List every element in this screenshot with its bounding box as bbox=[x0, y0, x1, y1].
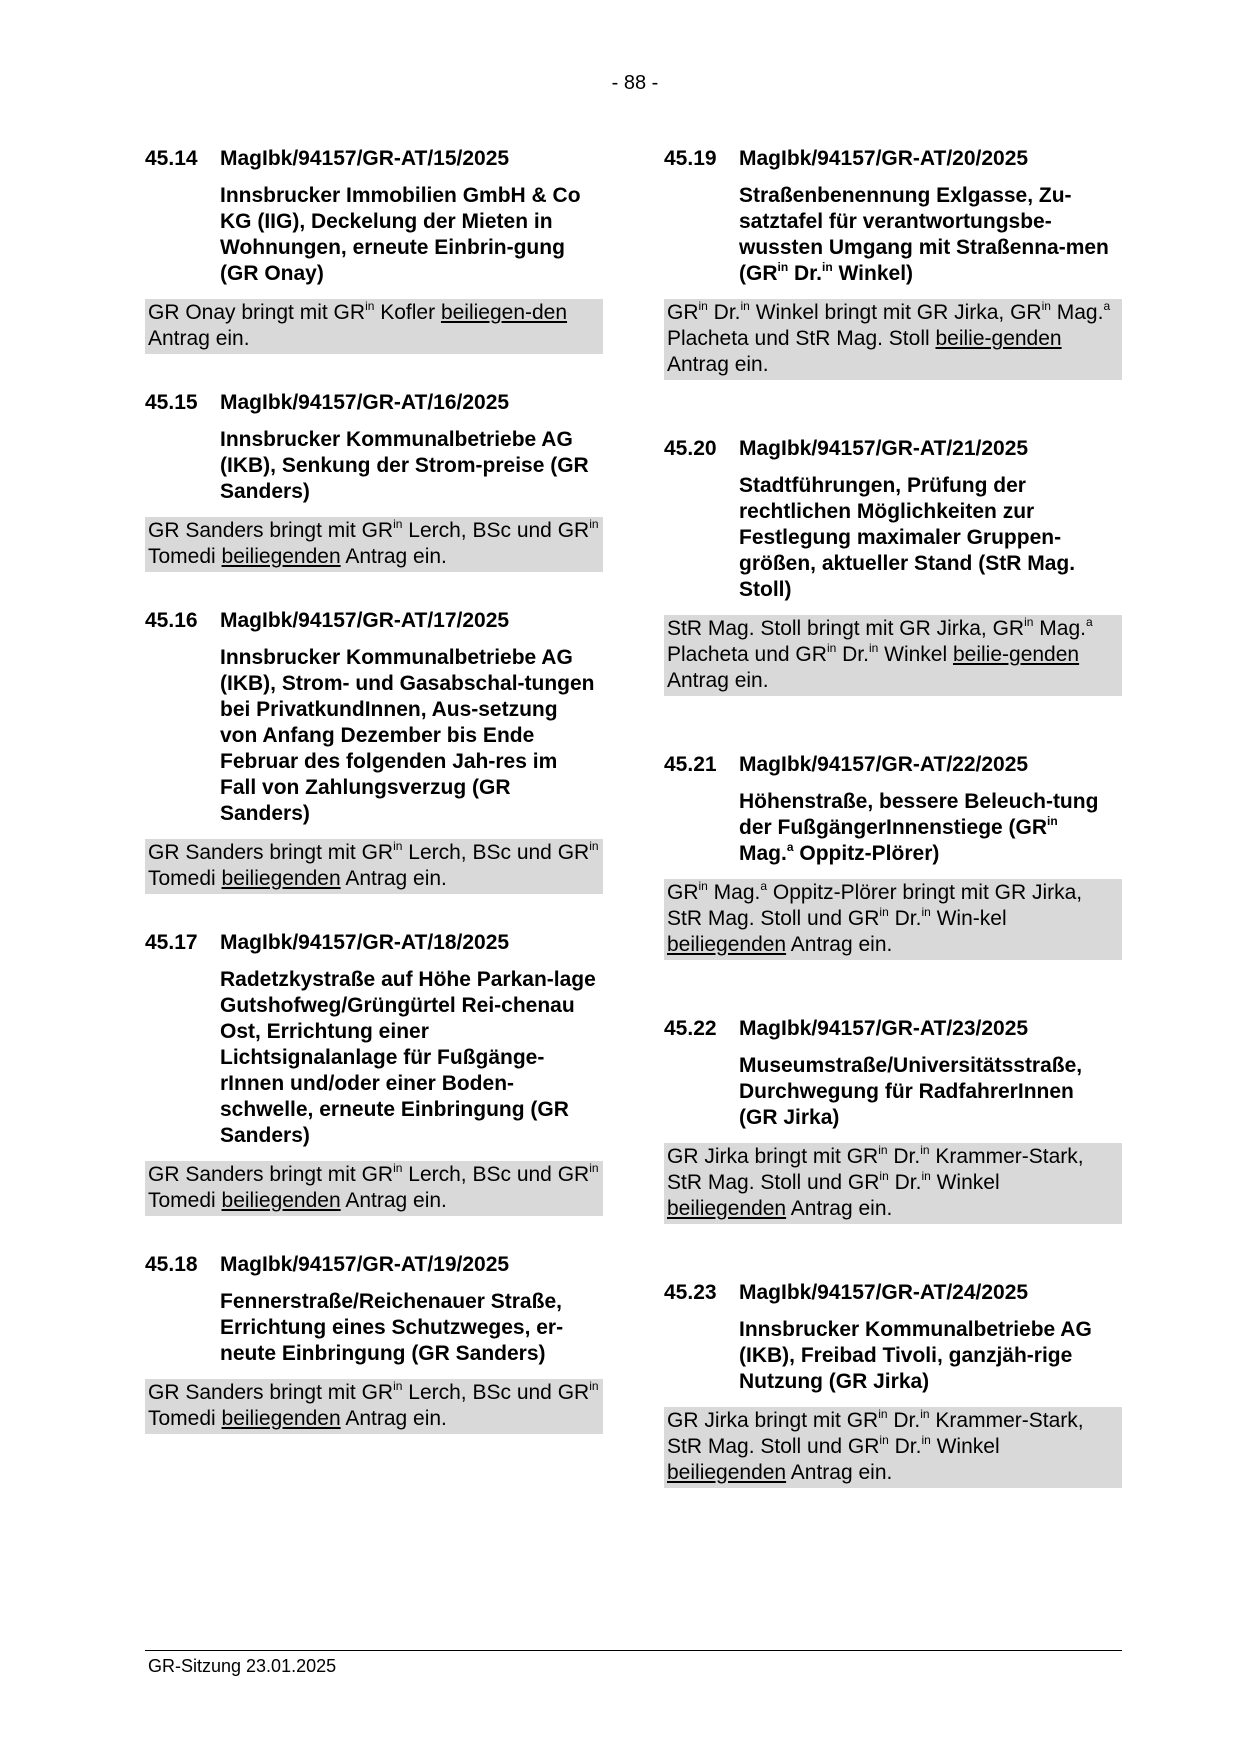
item-number: 45.22 bbox=[664, 1017, 717, 1040]
item-heading bbox=[664, 1016, 1122, 1042]
item-heading bbox=[664, 146, 1122, 172]
item-number: 45.21 bbox=[664, 753, 717, 776]
item-title: Fennerstraße/Reichenauer Straße, Errichtung eines Schutzweges, er-neute Einbringung (GR Sanders) bbox=[220, 1290, 564, 1365]
item-code: MagIbk/94157/GR-AT/22/2025 bbox=[739, 753, 1029, 776]
agenda-item bbox=[145, 390, 603, 572]
item-description: GR Jirka bringt mit $GR^{in}$ Dr.$^{in}$ Krammer-Stark, StR Mag. Stoll und $GR^{in}$ Dr.$^{in}$ Winkel beiliegenden Antrag ein. bbox=[664, 1143, 1122, 1224]
footer-divider bbox=[145, 1650, 1122, 1651]
item-title: Stadtführungen, Prüfung der rechtlichen Möglichkeiten zur Festlegung maximaler Gruppen-größen, aktueller Stand (StR Mag. Stoll) bbox=[739, 474, 1076, 601]
item-code: MagIbk/94157/GR-AT/21/2025 bbox=[739, 437, 1029, 460]
item-heading bbox=[145, 930, 603, 956]
item-code: MagIbk/94157/GR-AT/18/2025 bbox=[220, 931, 510, 954]
agenda-item bbox=[664, 1016, 1122, 1224]
item-title: Innsbrucker Immobilien GmbH & Co KG (IIG), Deckelung der Mieten in Wohnungen, erneute Einbrin-gung (GR Onay) bbox=[220, 184, 581, 285]
item-description: GR Sanders bringt mit $GR^{in}$ Lerch, BSc und $GR^{in}$ Tomedi beiliegenden Antrag ein. bbox=[145, 1379, 603, 1434]
agenda-item bbox=[145, 930, 603, 1216]
item-code: MagIbk/94157/GR-AT/17/2025 bbox=[220, 609, 510, 632]
item-description: $GR^{in}$ Mag.$^a$ Oppitz-Plörer bringt mit GR Jirka, StR Mag. Stoll und $GR^{in}$ Dr.$^{in}$ Win-kel beiliegenden Antrag ein. bbox=[664, 879, 1122, 960]
item-heading bbox=[664, 436, 1122, 462]
item-number: 45.23 bbox=[664, 1281, 717, 1304]
item-title: Straßenbenennung Exlgasse, Zu-satztafel für verantwortungsbe-wussten Umgang mit Straßenna-men ($GR^{in}$ Dr.$^{in}$ Winkel) bbox=[739, 184, 1109, 285]
item-heading bbox=[145, 1252, 603, 1278]
item-description: GR Sanders bringt mit $GR^{in}$ Lerch, BSc und $GR^{in}$ Tomedi beiliegenden Antrag ein. bbox=[145, 517, 603, 572]
item-heading bbox=[664, 1280, 1122, 1306]
item-description: $GR^{in}$ Dr.$^{in}$ Winkel bringt mit GR Jirka, $GR^{in}$ Mag.$^a$ Placheta und StR Mag. Stoll beilie-genden Antrag ein. bbox=[664, 299, 1122, 380]
item-description: GR Sanders bringt mit $GR^{in}$ Lerch, BSc und $GR^{in}$ Tomedi beiliegenden Antrag ein. bbox=[145, 839, 603, 894]
item-title: Innsbrucker Kommunalbetriebe AG (IKB), Senkung der Strom-preise (GR Sanders) bbox=[220, 428, 589, 503]
item-number: 45.14 bbox=[145, 147, 198, 170]
footer-session-date: GR-Sitzung 23.01.2025 bbox=[148, 1656, 337, 1676]
item-title: Radetzkystraße auf Höhe Parkan-lage Gutshofweg/Grüngürtel Rei-chenau Ost, Errichtung einer Lichtsignalanlage für Fußgänge-rInnen und/oder einer Boden-schwelle, erneute Einbringung (GR Sanders) bbox=[220, 968, 596, 1147]
item-code: MagIbk/94157/GR-AT/24/2025 bbox=[739, 1281, 1029, 1304]
item-code: MagIbk/94157/GR-AT/20/2025 bbox=[739, 147, 1029, 170]
agenda-item bbox=[664, 1280, 1122, 1488]
item-code: MagIbk/94157/GR-AT/19/2025 bbox=[220, 1253, 510, 1276]
item-title: Museumstraße/Universitätsstraße, Durchwegung für RadfahrerInnen (GR Jirka) bbox=[739, 1054, 1083, 1129]
item-code: MagIbk/94157/GR-AT/23/2025 bbox=[739, 1017, 1029, 1040]
item-number: 45.19 bbox=[664, 147, 717, 170]
item-code: MagIbk/94157/GR-AT/16/2025 bbox=[220, 391, 510, 414]
item-description: GR Sanders bringt mit $GR^{in}$ Lerch, BSc und $GR^{in}$ Tomedi beiliegenden Antrag ein. bbox=[145, 1161, 603, 1216]
item-number: 45.17 bbox=[145, 931, 198, 954]
left-column bbox=[145, 146, 603, 1434]
item-code: MagIbk/94157/GR-AT/15/2025 bbox=[220, 147, 510, 170]
item-title: Innsbrucker Kommunalbetriebe AG (IKB), Freibad Tivoli, ganzjäh-rige Nutzung (GR Jirka) bbox=[739, 1318, 1092, 1393]
agenda-item bbox=[145, 1252, 603, 1434]
agenda-item bbox=[145, 608, 603, 894]
agenda-item bbox=[664, 436, 1122, 696]
item-description: StR Mag. Stoll bringt mit GR Jirka, $GR^{in}$ Mag.$^a$ Placheta und $GR^{in}$ Dr.$^{in}$ Winkel beilie-genden Antrag ein. bbox=[664, 615, 1122, 696]
right-column bbox=[664, 146, 1122, 1488]
item-number: 45.16 bbox=[145, 609, 198, 632]
item-heading bbox=[145, 146, 603, 172]
item-heading bbox=[145, 608, 603, 634]
item-title: Höhenstraße, bessere Beleuch-tung der FußgängerInnenstiege ($GR^{in}$ Mag.$^a$ Oppitz-Plörer) bbox=[739, 790, 1099, 865]
item-number: 45.20 bbox=[664, 437, 717, 460]
item-description: GR Jirka bringt mit $GR^{in}$ Dr.$^{in}$ Krammer-Stark, StR Mag. Stoll und $GR^{in}$ Dr.$^{in}$ Winkel beiliegenden Antrag ein. bbox=[664, 1407, 1122, 1488]
item-number: 45.18 bbox=[145, 1253, 198, 1276]
page-number: - 88 - bbox=[611, 72, 659, 94]
item-description: GR Onay bringt mit $GR^{in}$ Kofler beiliegen-den Antrag ein. bbox=[145, 299, 603, 354]
item-heading bbox=[664, 752, 1122, 778]
item-heading bbox=[145, 390, 603, 416]
item-title: Innsbrucker Kommunalbetriebe AG (IKB), Strom- und Gasabschal-tungen bei PrivatkundInnen, Aus-setzung von Anfang Dezember bis Ende Februar des folgenden Jah-res im Fall von Zahlungsverzug (GR Sanders) bbox=[220, 646, 595, 825]
agenda-item bbox=[145, 146, 603, 354]
agenda-item bbox=[664, 752, 1122, 960]
item-number: 45.15 bbox=[145, 391, 198, 414]
agenda-item bbox=[664, 146, 1122, 380]
